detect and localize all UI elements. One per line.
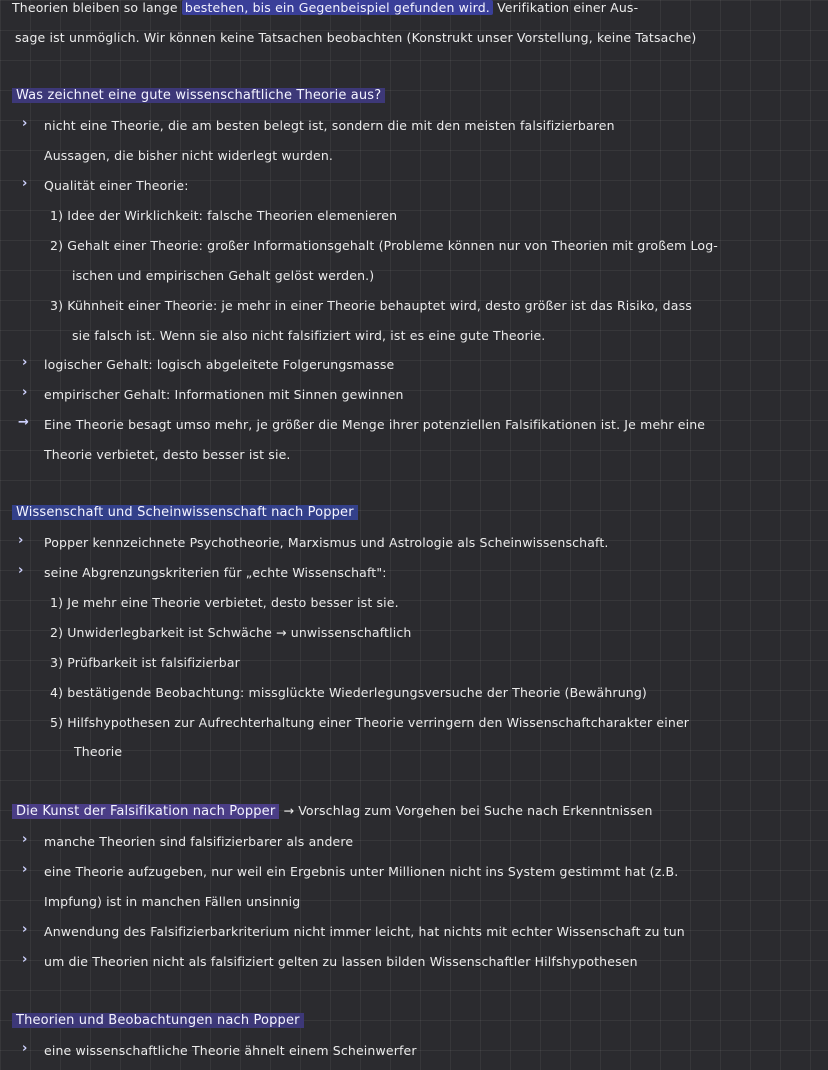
section3-heading-row	[12, 803, 653, 819]
bullet-icon: ›	[22, 1041, 28, 1056]
bullet-icon: ›	[22, 862, 28, 877]
s3-bullet2-line2: Impfung) ist in manchen Fällen unsinnig	[44, 894, 301, 909]
bullet-icon: ›	[22, 176, 28, 191]
s3-bullet3: Anwendung des Falsifizierbarkriterium nicht immer leicht, hat nichts mit echter Wissenschaft zu tun	[44, 924, 685, 939]
s2-numbered-1: 1) Je mehr eine Theorie verbietet, desto besser ist sie.	[50, 595, 399, 610]
s2-bullet2: seine Abgrenzungskriterien für „echte Wissenschaft":	[44, 565, 387, 580]
section2-heading: Wissenschaft und Scheinwissenschaft nach Popper	[12, 505, 358, 520]
s1-arrow-line2: Theorie verbietet, desto besser ist sie.	[44, 447, 291, 462]
s1-numbered-1: 1) Idee der Wirklichkeit: falsche Theorien elemenieren	[50, 208, 398, 223]
bullet-icon: ›	[22, 116, 28, 131]
bullet-icon: ›	[18, 533, 24, 548]
s2-numbered-3: 3) Prüfbarkeit ist falsifizierbar	[50, 655, 240, 670]
s1-arrow-line1: Eine Theorie besagt umso mehr, je größer die Menge ihrer potenziellen Falsifikationen ist. Je mehr eine	[44, 417, 706, 432]
s3-bullet1: manche Theorien sind falsifizierbarer als andere	[44, 834, 354, 849]
s1-bullet2: Qualität einer Theorie:	[44, 178, 189, 193]
s2-numbered-5-line1: 5) Hilfshypothesen zur Aufrechterhaltung einer Theorie verringern den Wissenschaftcharakter einer	[50, 715, 690, 730]
s2-numbered-4: 4) bestätigende Beobachtung: missglückte Wiederlegungsversuche der Theorie (Bewährung)	[50, 685, 647, 700]
bullet-icon: ›	[22, 832, 28, 847]
intro-highlight: bestehen, bis ein Gegenbeispiel gefunden wird.	[182, 0, 493, 15]
bullet-icon: ›	[22, 385, 28, 400]
s2-numbered-5-line2: Theorie	[74, 744, 123, 759]
s1-bullet1-line1: nicht eine Theorie, die am besten belegt ist, sondern die mit den meisten falsifizierbaren	[44, 118, 615, 133]
bullet-icon: ›	[22, 922, 28, 937]
section3-heading-tail: → Vorschlag zum Vorgehen bei Suche nach Erkenntnissen	[283, 803, 653, 818]
section4-heading: Theorien und Beobachtungen nach Popper	[12, 1013, 304, 1028]
s1-numbered-3-line2: sie falsch ist. Wenn sie also nicht falsifiziert wird, ist es eine gute Theorie.	[72, 328, 546, 343]
s4-bullet1: eine wissenschaftliche Theorie ähnelt einem Scheinwerfer	[44, 1043, 417, 1058]
section3-heading: Die Kunst der Falsifikation nach Popper	[12, 804, 279, 819]
s1-bullet1-line2: Aussagen, die bisher nicht widerlegt wurden.	[44, 148, 334, 163]
bullet-icon: ›	[22, 952, 28, 967]
intro-text-b: Verifikation einer Aus-	[497, 0, 639, 15]
bullet-icon: ›	[18, 563, 24, 578]
arrow-icon: →	[18, 415, 29, 430]
s2-numbered-2: 2) Unwiderlegbarkeit ist Schwäche → unwissenschaftlich	[50, 625, 412, 640]
s3-bullet4: um die Theorien nicht als falsifiziert gelten zu lassen bilden Wissenschaftler Hilfshypothesen	[44, 954, 638, 969]
s1-bullet3: logischer Gehalt: logisch abgeleitete Folgerungsmasse	[44, 357, 395, 372]
s1-numbered-3-line1: 3) Kühnheit einer Theorie: je mehr in einer Theorie behauptet wird, desto größer ist das Risiko, dass	[50, 298, 692, 313]
s1-numbered-2-line2: ischen und empirischen Gehalt gelöst werden.)	[72, 268, 375, 283]
section1-heading: Was zeichnet eine gute wissenschaftliche Theorie aus?	[12, 88, 385, 103]
intro-line-1	[12, 0, 638, 15]
intro-text-a: Theorien bleiben so lange	[12, 0, 178, 15]
s3-bullet2-line1: eine Theorie aufzugeben, nur weil ein Ergebnis unter Millionen nicht ins System gestimmt hat (z.B.	[44, 864, 679, 879]
s1-numbered-2-line1: 2) Gehalt einer Theorie: großer Informationsgehalt (Probleme können nur von Theorien mit großem Log-	[50, 238, 718, 253]
s2-bullet1: Popper kennzeichnete Psychotheorie, Marxismus und Astrologie als Scheinwissenschaft.	[44, 535, 609, 550]
intro-line-2: sage ist unmöglich. Wir können keine Tatsachen beobachten (Konstrukt unser Vorstellung, keine Tatsache)	[15, 30, 697, 45]
bullet-icon: ›	[22, 355, 28, 370]
s1-bullet4: empirischer Gehalt: Informationen mit Sinnen gewinnen	[44, 387, 404, 402]
